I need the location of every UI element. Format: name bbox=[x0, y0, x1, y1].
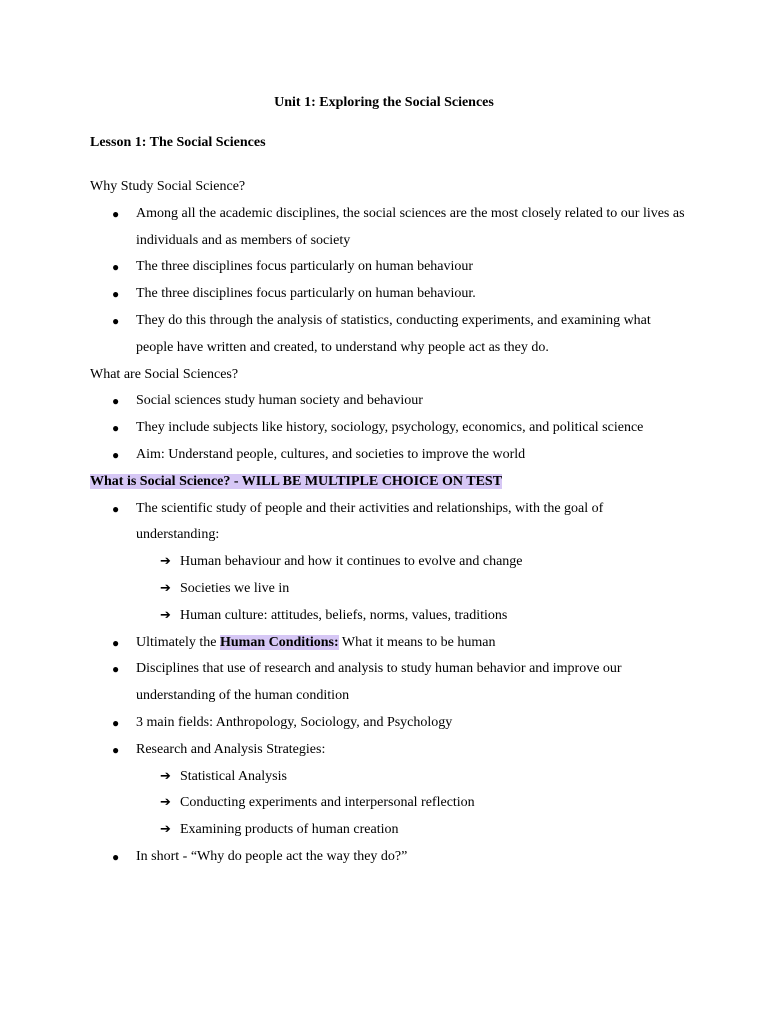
sub-list-item-text: Statistical Analysis bbox=[180, 768, 287, 784]
list-item-text: Disciplines that use of research and analysis to study human behavior and improve our understanding of the human condition bbox=[136, 661, 622, 704]
list-item-text-suffix: What it means to be human bbox=[338, 634, 496, 650]
list-item bbox=[90, 415, 690, 442]
sub-list-item bbox=[136, 817, 690, 844]
arrow-right-icon: ➔ bbox=[160, 607, 171, 623]
list-item-text: The scientific study of people and their activities and relationships, with the goal of understanding: bbox=[136, 500, 604, 543]
sub-list-item-text: Human behaviour and how it continues to evolve and change bbox=[180, 554, 523, 570]
list-item-text-prefix: Ultimately the bbox=[136, 634, 220, 650]
list-item-text: Social sciences study human society and behaviour bbox=[136, 393, 423, 409]
list-item-text: Research and Analysis Strategies: bbox=[136, 741, 326, 757]
bullet-icon: ● bbox=[112, 206, 120, 221]
bullet-icon: ● bbox=[112, 447, 120, 462]
bullet-icon: ● bbox=[112, 421, 120, 436]
list-item-text: The three disciplines focus particularly on human behaviour bbox=[136, 259, 474, 275]
list-item-text: They do this through the analysis of statistics, conducting experiments, and examining what people have written and created, to understand why people act as they do. bbox=[136, 312, 651, 355]
list-item-text: Among all the academic disciplines, the social sciences are the most closely related to our lives as individuals and as members of society bbox=[136, 205, 685, 248]
list-item bbox=[90, 844, 690, 871]
list-item-text: Aim: Understand people, cultures, and societies to improve the world bbox=[136, 446, 526, 462]
bullet-icon: ● bbox=[112, 260, 120, 275]
arrow-right-icon: ➔ bbox=[160, 795, 171, 811]
list-item bbox=[90, 737, 690, 844]
list-item-text: The three disciplines focus particularly on human behaviour. bbox=[136, 286, 476, 302]
bullet-icon: ● bbox=[112, 849, 120, 864]
sub-list-item bbox=[136, 576, 690, 603]
bullet-list-what-are bbox=[90, 388, 690, 468]
sub-list-item bbox=[136, 790, 690, 817]
sub-list bbox=[136, 764, 690, 844]
bullet-icon: ● bbox=[112, 635, 120, 650]
sub-list-item bbox=[136, 603, 690, 630]
section-heading-why: Why Study Social Science? bbox=[90, 179, 246, 194]
list-item bbox=[90, 630, 690, 657]
bullet-list-why bbox=[90, 201, 690, 362]
sub-list-item-text: Human culture: attitudes, beliefs, norms, values, traditions bbox=[180, 607, 508, 623]
list-item bbox=[90, 496, 690, 630]
bullet-icon: ● bbox=[112, 313, 120, 328]
list-item-text: In short - “Why do people act the way they do?” bbox=[136, 848, 408, 864]
section-heading-what-is bbox=[90, 469, 690, 496]
list-item bbox=[90, 710, 690, 737]
list-item-text: 3 main fields: Anthropology, Sociology, and Psychology bbox=[136, 714, 453, 730]
list-item bbox=[90, 281, 690, 308]
section-heading-what-are: What are Social Sciences? bbox=[90, 366, 239, 382]
arrow-right-icon: ➔ bbox=[160, 554, 171, 570]
bullet-icon: ● bbox=[112, 394, 120, 409]
arrow-right-icon: ➔ bbox=[160, 768, 171, 784]
bullet-icon: ● bbox=[112, 662, 120, 677]
bullet-icon: ● bbox=[112, 715, 120, 730]
list-item bbox=[90, 254, 690, 281]
list-item bbox=[90, 442, 690, 469]
bullet-list-what-is bbox=[90, 496, 690, 871]
sub-list-item-text: Examining products of human creation bbox=[180, 822, 399, 838]
document-body bbox=[90, 174, 690, 871]
sub-list-item bbox=[136, 549, 690, 576]
bullet-icon: ● bbox=[112, 501, 120, 516]
list-item bbox=[90, 308, 690, 362]
arrow-right-icon: ➔ bbox=[160, 822, 171, 838]
sub-list-item-text: Societies we live in bbox=[180, 580, 290, 596]
list-item bbox=[90, 388, 690, 415]
list-item-text: They include subjects like history, sociology, psychology, economics, and political science bbox=[136, 420, 644, 436]
sub-list-item-text: Conducting experiments and interpersonal reflection bbox=[180, 795, 475, 811]
highlighted-term: Human Conditions: bbox=[219, 634, 339, 650]
lesson-heading: Lesson 1: The Social Sciences bbox=[90, 135, 266, 150]
list-item bbox=[90, 201, 690, 255]
sub-list-item bbox=[136, 764, 690, 791]
arrow-right-icon: ➔ bbox=[160, 580, 171, 596]
sub-list bbox=[136, 549, 690, 629]
bullet-icon: ● bbox=[112, 287, 120, 302]
list-item bbox=[90, 656, 690, 710]
document-title: Unit 1: Exploring the Social Sciences bbox=[274, 95, 494, 110]
bullet-icon: ● bbox=[112, 742, 120, 757]
highlighted-heading: What is Social Science? - WILL BE MULTIPLE CHOICE ON TEST bbox=[90, 473, 503, 489]
